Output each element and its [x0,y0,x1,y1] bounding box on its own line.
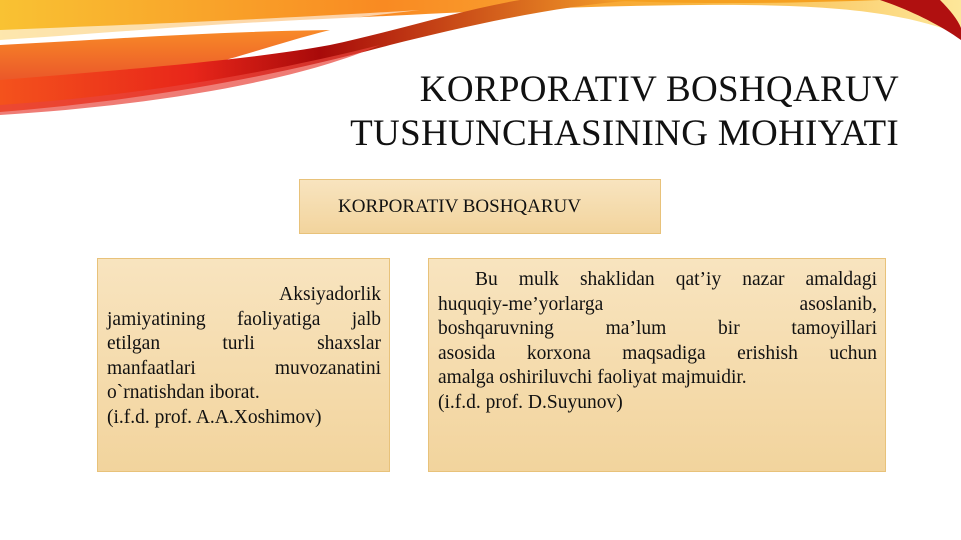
definition-line: Aksiyadorlik [279,284,381,305]
slide-title [350,68,899,156]
definition-box-right [428,258,886,472]
definition-line: etilgan turli shaxslar [107,333,381,354]
definition-author: (i.f.d. prof. D.Suyunov) [438,391,623,413]
heading-box [299,179,661,234]
definition-box-left [97,258,390,472]
definition-line: huquqiy-me’yorlarga asoslanib, [438,293,877,315]
title-line-2: TUSHUNCHASINING MOHIYATI [350,113,899,154]
title-line-1: KORPORATIV BOSHQARUV [419,69,899,110]
definition-line: Bu mulk shaklidan qat’iy nazar amaldagi [475,269,877,290]
definition-author: (i.f.d. prof. A.A.Xoshimov) [107,406,322,428]
definition-line: boshqaruvning ma’lum bir tamoyillari [438,318,877,339]
definition-line: amalga oshiriluvchi faoliyat majmuidir. [438,367,747,388]
definition-line: o`rnatishdan iborat. [107,382,260,403]
definition-line: jamiyatining faoliyatiga jalb [107,308,381,330]
definition-line: manfaatlari muvozanatini [107,357,381,379]
definition-line: asosida korxona maqsadiga erishish uchun [438,342,877,364]
heading-box-text: KORPORATIV BOSHQARUV [338,195,581,217]
